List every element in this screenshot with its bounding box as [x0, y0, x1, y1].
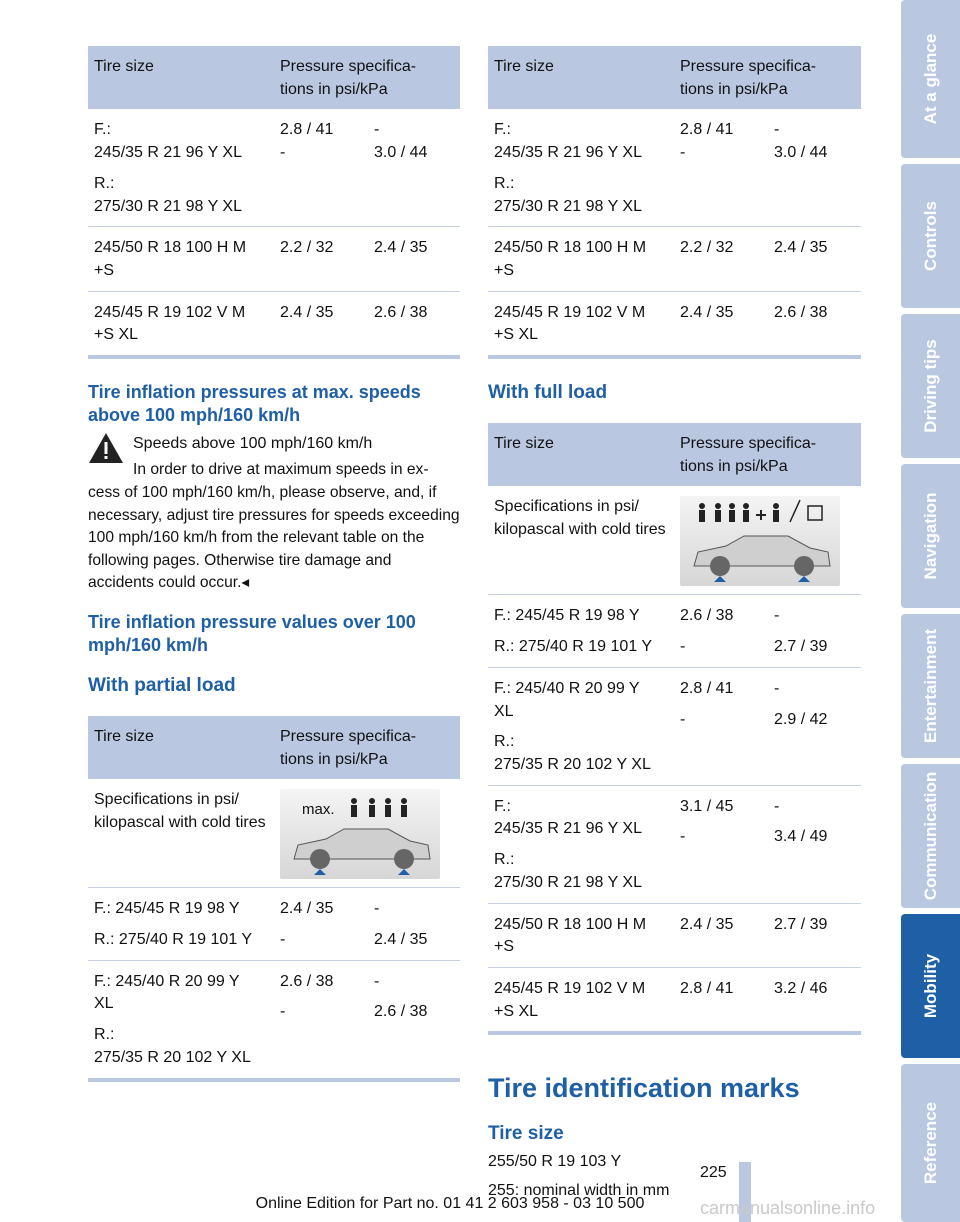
table-row — [488, 903, 861, 967]
cell-text: 275/30 R 21 98 Y XL — [494, 873, 642, 891]
tab-label: Mobility — [920, 953, 940, 1019]
tire-width-note: 255: nominal width in mm — [488, 1182, 670, 1200]
cell-text: +S — [94, 262, 115, 280]
cell-text: 2.6 / 38 — [768, 291, 861, 357]
cell-text: 2.6 / 38 — [680, 607, 734, 625]
cell-text: - — [374, 972, 380, 990]
cell-text: 2.4 / 35 — [368, 227, 460, 291]
cell-text: - — [280, 144, 286, 162]
cell-text: +S — [494, 938, 515, 956]
table-header — [88, 716, 460, 779]
cell-text: 245/35 R 21 96 Y XL — [94, 144, 242, 162]
cell-text: - — [374, 121, 380, 139]
spec-description: Specifications in psi/ kilopascal with cold tires — [488, 486, 674, 595]
table-row — [88, 888, 460, 960]
tab-label: At a glance — [920, 33, 940, 125]
section-heading: Tire inflation pressures at max. speeds above 100 mph/160 km/h — [88, 382, 421, 425]
tab-label: Reference — [920, 1101, 940, 1185]
cell-text: +S XL — [94, 326, 139, 344]
table-row — [488, 109, 861, 226]
table-row — [88, 779, 460, 888]
cell-text: 245/35 R 21 96 Y XL — [494, 144, 642, 162]
cell-text: - — [774, 121, 780, 139]
cell-text: 3.1 / 45 — [680, 797, 734, 815]
cell-text: F.: — [94, 121, 111, 139]
tab-driving-tips[interactable] — [901, 314, 960, 458]
cell-text: +S XL — [494, 1002, 539, 1020]
table-row — [488, 227, 861, 291]
cell-text: F.: 245/45 R 19 98 Y — [494, 607, 640, 625]
cell-text: 245/50 R 18 100 H M — [494, 239, 647, 257]
cell-text: 2.4 / 35 — [768, 227, 861, 291]
header-pressure: Pressure specifica- tions in psi/kPa — [674, 46, 861, 109]
tire-size-example: 255/50 R 19 103 Y — [488, 1153, 622, 1171]
cell-text: 245/45 R 19 102 V M — [494, 980, 646, 997]
header-tire-size: Tire size — [88, 716, 274, 779]
cell-text: F.: — [494, 121, 511, 139]
header-pressure: Pressure specifica- tions in psi/kPa — [674, 423, 861, 486]
tab-label: Navigation — [920, 492, 940, 580]
cell-text: - — [680, 828, 686, 846]
cell-text: 2.8 / 41 — [674, 968, 768, 1034]
tab-communication[interactable] — [901, 764, 960, 908]
table-row — [88, 960, 460, 1079]
cell-text: 2.2 / 32 — [674, 227, 768, 291]
cell-text: 2.4 / 35 — [374, 930, 428, 948]
cell-text: 3.0 / 44 — [374, 144, 428, 162]
header-tire-size: Tire size — [488, 423, 674, 486]
table-row — [488, 486, 861, 595]
table-row — [88, 291, 460, 357]
cell-text: XL — [494, 702, 514, 720]
cell-text: R.: — [494, 851, 515, 869]
cell-text: 245/45 R 19 102 V M — [494, 303, 646, 321]
tab-reference[interactable] — [901, 1064, 960, 1222]
max-label: max. — [302, 801, 335, 819]
tab-navigation[interactable] — [901, 464, 960, 608]
table-header — [488, 46, 861, 109]
cell-text: F.: 245/40 R 20 99 Y — [494, 679, 640, 697]
cell-text: F.: — [494, 797, 511, 815]
cell-text: R.: — [94, 1026, 115, 1044]
cell-text: 245/50 R 18 100 H M — [94, 239, 247, 257]
full-load-table — [488, 423, 861, 1036]
cell-text: 3.4 / 49 — [774, 828, 828, 846]
car-full-load-icon — [680, 496, 840, 586]
table-row — [88, 109, 460, 226]
cell-text: R.: — [494, 733, 515, 751]
page-number: 225 — [700, 1164, 727, 1181]
cell-text: 2.4 / 35 — [280, 900, 334, 918]
cell-text: - — [280, 1003, 286, 1021]
tire-pressure-table — [88, 46, 460, 359]
cell-text: 245/35 R 21 96 Y XL — [494, 820, 642, 838]
header-tire-size: Tire size — [488, 46, 674, 109]
cell-text: 3.2 / 46 — [768, 968, 861, 1034]
tab-at-a-glance[interactable] — [901, 0, 960, 158]
cell-text: 275/35 R 20 102 Y XL — [94, 1048, 251, 1066]
cell-text: - — [280, 930, 286, 948]
table-row — [88, 227, 460, 291]
left-column — [88, 46, 460, 1082]
cell-text: R.: 275/40 R 19 101 Y — [494, 638, 653, 656]
table-row — [488, 785, 861, 903]
cell-text: XL — [94, 995, 114, 1013]
cell-text: +S — [494, 262, 515, 280]
table-header — [88, 46, 460, 109]
cell-text: 2.8 / 41 — [280, 121, 334, 139]
load-image-cell — [674, 486, 861, 595]
cell-text: - — [774, 607, 780, 625]
cell-text: 2.7 / 39 — [768, 903, 861, 967]
load-image-cell — [274, 779, 460, 888]
cell-text: 2.6 / 38 — [374, 1003, 428, 1021]
cell-text: - — [374, 900, 380, 918]
cell-text: - — [774, 797, 780, 815]
cell-text: 2.8 / 41 — [680, 121, 734, 139]
cell-text: F.: 245/40 R 20 99 Y — [94, 972, 240, 990]
cell-text: 2.2 / 32 — [274, 227, 368, 291]
tab-label: Driving tips — [920, 339, 940, 433]
cell-text: 275/30 R 21 98 Y XL — [494, 197, 642, 215]
cell-text: - — [774, 679, 780, 697]
warning-triangle-icon — [88, 432, 124, 464]
cell-text: 2.4 / 35 — [674, 903, 768, 967]
cell-text: R.: 275/40 R 19 101 Y — [94, 930, 253, 948]
cell-text: 245/45 R 19 102 V M — [94, 303, 246, 321]
partial-load-table — [88, 716, 460, 1082]
footer-text: Online Edition for Part no. 01 41 2 603 958 - 03 10 500 — [255, 1195, 645, 1212]
cell-text: 2.6 / 38 — [280, 972, 334, 990]
cell-text: R.: — [94, 174, 115, 192]
car-load-image — [680, 496, 840, 586]
table-row — [488, 291, 861, 357]
warning-block — [88, 432, 460, 595]
spec-description: Specifications in psi/ kilopascal with cold tires — [88, 779, 274, 888]
section-heading: Tire inflation pressure values over 100 mph/160 km/h — [88, 612, 416, 655]
car-load-image — [280, 789, 440, 879]
section-subheading: With partial load — [88, 675, 236, 697]
header-pressure: Pressure specifica- tions in psi/kPa — [274, 716, 460, 779]
cell-text: - — [680, 638, 686, 656]
chapter-tabs — [901, 0, 960, 1222]
table-row — [488, 968, 861, 1034]
header-tire-size: Tire size — [88, 46, 274, 109]
tire-pressure-table — [488, 46, 861, 359]
table-row — [488, 667, 861, 785]
cell-text: 2.4 / 35 — [274, 291, 368, 357]
cell-text: 2.4 / 35 — [674, 291, 768, 357]
cell-text: 2.8 / 41 — [680, 679, 734, 697]
section-subheading: Tire size — [488, 1123, 564, 1145]
cell-text: 275/35 R 20 102 Y XL — [494, 755, 651, 773]
cell-text: 2.9 / 42 — [774, 710, 828, 728]
cell-text: 2.7 / 39 — [774, 638, 828, 656]
cell-text: 2.6 / 38 — [368, 291, 460, 357]
tab-label: Communication — [920, 771, 940, 901]
cell-text: - — [680, 710, 686, 728]
tab-entertainment[interactable] — [901, 614, 960, 758]
warning-text: In order to drive at maximum speeds in ex-cess of 100 mph/160 km/h, please observe, and, if necessary, adjust tire pressures for speeds exceeding 100 mph/160 km/h from the relevant table on the following pages. Otherwise tire damage and accidents could occur.◂ — [88, 461, 460, 592]
cell-text: 3.0 / 44 — [774, 144, 828, 162]
header-pressure: Pressure specifica- tions in psi/kPa — [274, 46, 460, 109]
tab-mobility[interactable] — [901, 914, 960, 1058]
cell-text: F.: 245/45 R 19 98 Y — [94, 900, 240, 918]
tab-controls[interactable] — [901, 164, 960, 308]
tab-label: Controls — [920, 201, 940, 271]
warning-title: Speeds above 100 mph/160 km/h — [133, 435, 373, 453]
right-column — [488, 46, 861, 1203]
cell-text: R.: — [494, 174, 515, 192]
tab-label: Entertainment — [920, 628, 940, 744]
cell-text: +S XL — [494, 326, 539, 344]
table-row — [488, 595, 861, 667]
section-subheading: With full load — [488, 382, 608, 404]
cell-text: 275/30 R 21 98 Y XL — [94, 197, 242, 215]
section-title: Tire identification marks — [488, 1073, 800, 1104]
cell-text: 245/50 R 18 100 H M — [494, 915, 647, 933]
watermark: carmanualsonline.info — [700, 1198, 876, 1218]
car-silhouette-icon — [280, 789, 440, 879]
table-header — [488, 423, 861, 486]
cell-text: - — [680, 144, 686, 162]
